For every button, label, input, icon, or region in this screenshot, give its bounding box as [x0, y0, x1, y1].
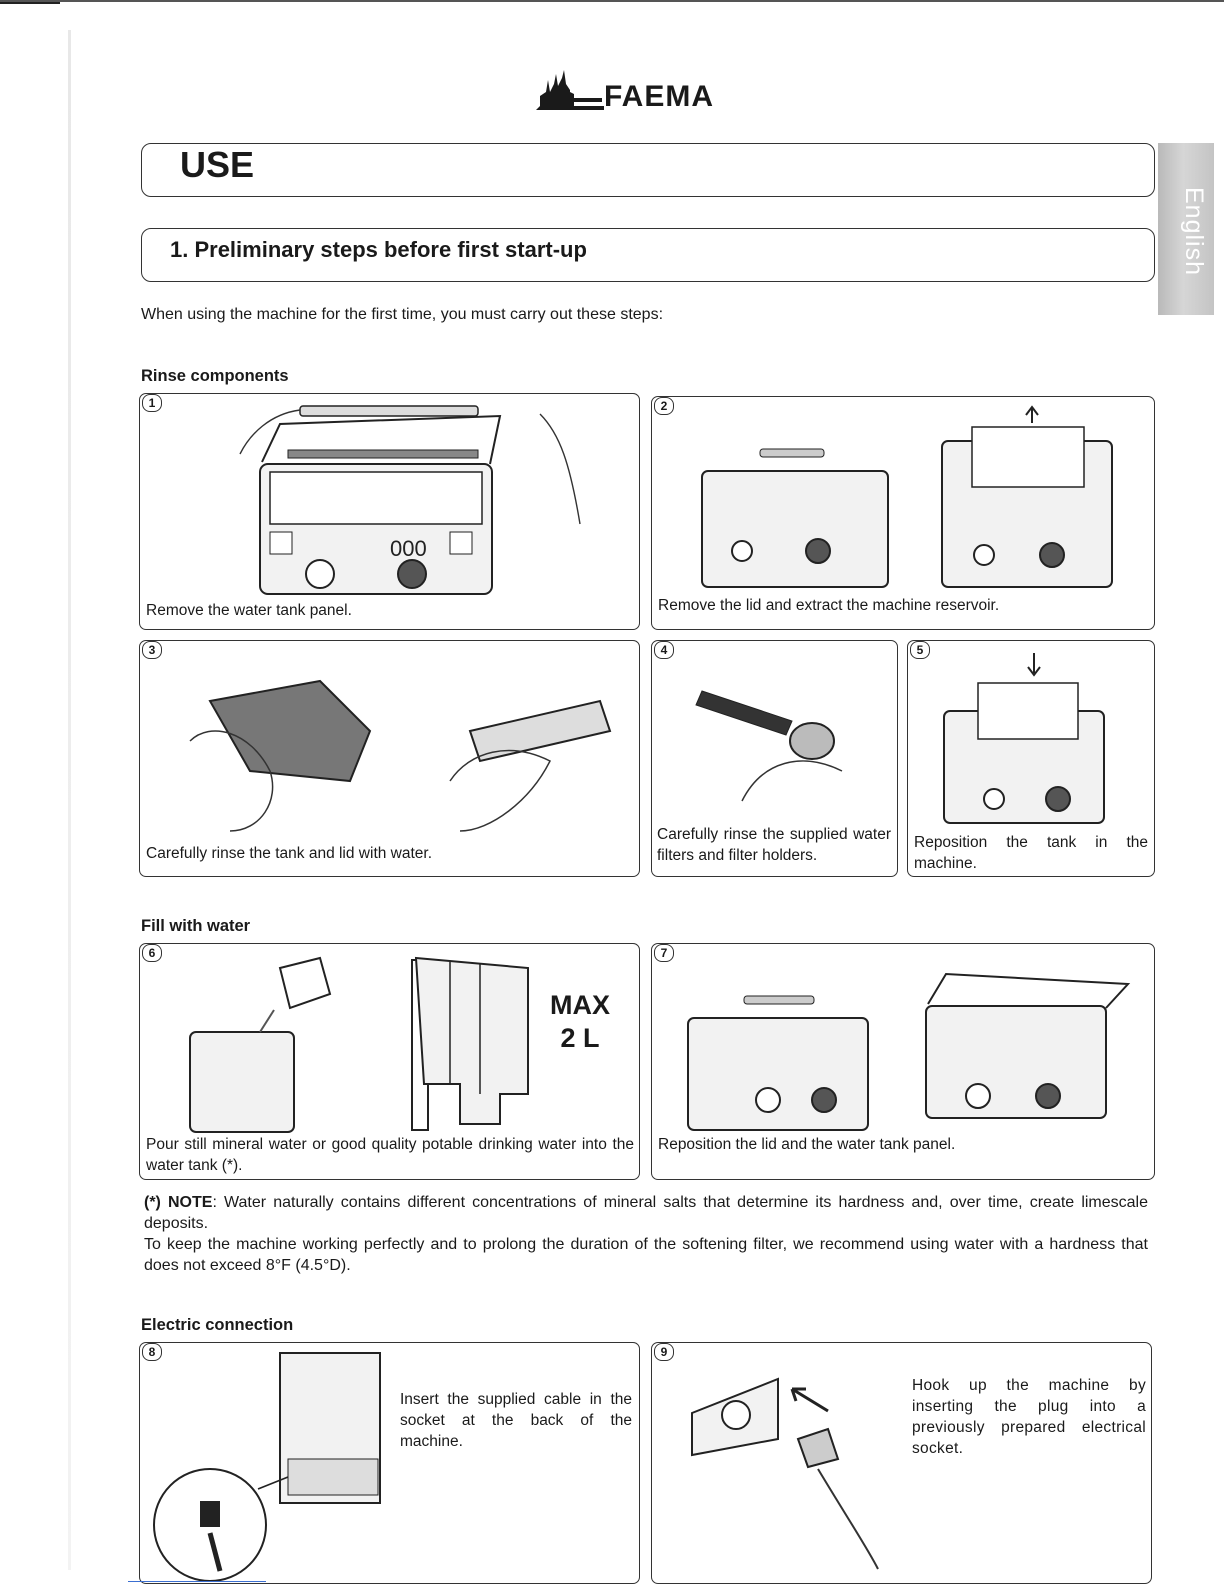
scan-top-edge	[0, 0, 1224, 2]
step-caption-2: Remove the lid and extract the machine reservoir.	[658, 597, 1000, 614]
cable-socket-illustration-icon	[140, 1349, 390, 1579]
step-number-8: 8	[142, 1343, 162, 1361]
rinse-tank-illustration-icon	[170, 661, 620, 841]
reposition-lid-illustration-icon	[688, 954, 1138, 1134]
logo-skyline-icon	[530, 62, 610, 116]
step-caption-6: Pour still mineral water or good quality potable drinking water into the water tank (*).	[146, 1136, 634, 1174]
step-caption-1: Remove the water tank panel.	[146, 602, 352, 619]
water-hardness-note	[144, 1192, 1148, 1276]
step-number-4: 4	[654, 641, 674, 659]
group-heading-fill: Fill with water	[141, 917, 251, 935]
language-tab[interactable]	[1158, 143, 1214, 315]
step-caption-4: Carefully rinse the supplied water filters and filter holders.	[657, 826, 891, 864]
section-header-box	[141, 143, 1155, 197]
step-panel-3	[139, 640, 640, 877]
brand-name: FAEMA	[604, 80, 714, 113]
step-panel-7	[651, 943, 1155, 1180]
step-panel-5	[907, 640, 1155, 877]
note-line-2: To keep the machine working perfectly and to prolong the duration of the softening filter, we recommend using water with a hardness that does not exceed 8°F (4.5°D).	[144, 1236, 1148, 1274]
step-number-5: 5	[910, 641, 930, 659]
step-number-9: 9	[654, 1343, 674, 1361]
group-heading-rinse: Rinse components	[141, 367, 289, 385]
step-panel-9	[651, 1342, 1152, 1584]
step-caption-3: Carefully rinse the tank and lid with water.	[146, 845, 433, 862]
step-panel-1	[139, 393, 640, 630]
intro-text: When using the machine for the first time, you must carry out these steps:	[141, 306, 664, 323]
step-panel-8	[139, 1342, 640, 1584]
step-caption-5: Reposition the tank in the machine.	[914, 834, 1148, 872]
language-tab-label: English	[1180, 187, 1208, 276]
note-line-1: : Water naturally contains different concentrations of mineral salts that determine its hardness and, over time, create limescale deposits.	[144, 1194, 1149, 1232]
step-number-2: 2	[654, 397, 674, 415]
subsection-title: 1. Preliminary steps before first start-up	[170, 237, 587, 262]
rinse-filter-illustration-icon	[682, 661, 872, 811]
panel-display-label: 000	[390, 536, 427, 561]
step-number-3: 3	[142, 641, 162, 659]
page-link-underline	[128, 1581, 266, 1582]
tank-max-label: MAX	[550, 990, 610, 1020]
group-heading-electric: Electric connection	[141, 1316, 294, 1334]
tank-capacity-label	[540, 989, 620, 1055]
water-tank-illustration-icon	[410, 944, 540, 1134]
step-caption-8: Insert the supplied cable in the socket at the back of the machine.	[400, 1391, 632, 1450]
section-title: USE	[180, 144, 255, 185]
tank-volume-label: 2 L	[560, 1023, 600, 1053]
faema-logo	[530, 62, 770, 116]
step-number-6: 6	[142, 944, 162, 962]
machine-illustration-icon	[240, 404, 600, 594]
scan-top-mark	[0, 2, 60, 4]
pour-water-illustration-icon	[190, 954, 430, 1134]
scan-left-edge	[68, 30, 71, 1570]
step-panel-2	[651, 396, 1155, 630]
step-panel-6	[139, 943, 640, 1180]
step-caption-9: Hook up the machine by inserting the plug into a previously prepared electrical socket.	[912, 1377, 1146, 1457]
step-number-7: 7	[654, 944, 674, 962]
note-paragraph-1	[144, 1192, 1148, 1234]
note-marker: (*) NOTE	[144, 1194, 213, 1211]
step-number-1: 1	[142, 394, 162, 412]
step-panel-4	[651, 640, 898, 877]
step-caption-7: Reposition the lid and the water tank panel.	[658, 1136, 956, 1153]
reposition-tank-illustration-icon	[938, 651, 1128, 826]
lid-removal-illustration-icon	[702, 407, 1132, 587]
wall-socket-illustration-icon	[688, 1349, 898, 1574]
